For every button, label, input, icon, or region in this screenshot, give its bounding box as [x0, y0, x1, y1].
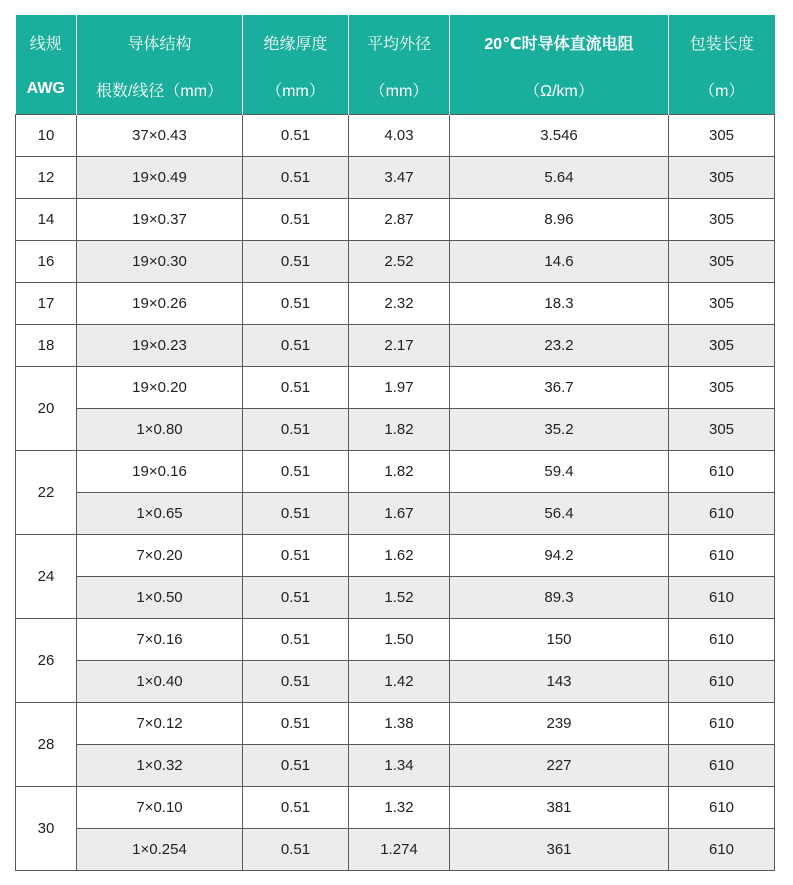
table-row [16, 745, 775, 787]
cell-diameter: 4.03 [349, 115, 450, 157]
cell-diameter: 1.62 [349, 535, 450, 577]
cell-awg: 28 [16, 703, 77, 787]
cell-awg: 17 [16, 283, 77, 325]
cell-insulation: 0.51 [243, 367, 349, 409]
table-row [16, 619, 775, 661]
cell-resistance: 35.2 [450, 409, 669, 451]
cell-length: 610 [669, 703, 775, 745]
cell-resistance: 14.6 [450, 241, 669, 283]
table-row [16, 661, 775, 703]
cell-length: 305 [669, 199, 775, 241]
cell-resistance: 56.4 [450, 493, 669, 535]
cell-insulation: 0.51 [243, 577, 349, 619]
cell-length: 610 [669, 493, 775, 535]
cell-insulation: 0.51 [243, 661, 349, 703]
cell-diameter: 1.34 [349, 745, 450, 787]
cell-diameter: 1.38 [349, 703, 450, 745]
cell-insulation: 0.51 [243, 451, 349, 493]
cell-resistance: 150 [450, 619, 669, 661]
header-length-unit: （m） [669, 67, 775, 115]
cell-length: 610 [669, 661, 775, 703]
table-row [16, 787, 775, 829]
header-structure-unit: 根数/线径（mm） [77, 67, 243, 115]
cell-awg: 12 [16, 157, 77, 199]
cell-resistance: 3.546 [450, 115, 669, 157]
cell-diameter: 1.42 [349, 661, 450, 703]
cell-awg: 24 [16, 535, 77, 619]
header-resistance-unit: （Ω/km） [450, 67, 669, 115]
spec-table-container [15, 15, 775, 871]
table-row [16, 325, 775, 367]
cell-structure: 19×0.30 [77, 241, 243, 283]
cell-awg: 20 [16, 367, 77, 451]
cell-diameter: 2.17 [349, 325, 450, 367]
cell-structure: 1×0.254 [77, 829, 243, 871]
cell-insulation: 0.51 [243, 787, 349, 829]
table-body [16, 115, 775, 871]
cell-length: 610 [669, 577, 775, 619]
cell-length: 305 [669, 409, 775, 451]
cell-structure: 7×0.16 [77, 619, 243, 661]
cell-resistance: 227 [450, 745, 669, 787]
cell-insulation: 0.51 [243, 283, 349, 325]
cell-resistance: 36.7 [450, 367, 669, 409]
table-row [16, 115, 775, 157]
cell-resistance: 5.64 [450, 157, 669, 199]
cell-resistance: 23.2 [450, 325, 669, 367]
cell-insulation: 0.51 [243, 619, 349, 661]
cell-structure: 19×0.16 [77, 451, 243, 493]
cell-length: 305 [669, 367, 775, 409]
cell-diameter: 1.274 [349, 829, 450, 871]
cell-structure: 1×0.50 [77, 577, 243, 619]
header-insulation-unit: （mm） [243, 67, 349, 115]
cell-structure: 7×0.10 [77, 787, 243, 829]
cell-insulation: 0.51 [243, 115, 349, 157]
header-structure-title: 导体结构 [77, 15, 243, 67]
cell-awg: 22 [16, 451, 77, 535]
header-diameter-title: 平均外径 [349, 15, 450, 67]
cell-awg: 30 [16, 787, 77, 871]
cell-length: 610 [669, 451, 775, 493]
table-row [16, 199, 775, 241]
cell-length: 610 [669, 619, 775, 661]
header-length-title: 包装长度 [669, 15, 775, 67]
cell-resistance: 143 [450, 661, 669, 703]
cell-diameter: 2.52 [349, 241, 450, 283]
header-insulation-title: 绝缘厚度 [243, 15, 349, 67]
cell-length: 610 [669, 787, 775, 829]
cell-length: 610 [669, 745, 775, 787]
table-row [16, 577, 775, 619]
cell-diameter: 1.82 [349, 451, 450, 493]
table-row [16, 157, 775, 199]
header-awg-unit: AWG [16, 67, 77, 115]
cell-length: 305 [669, 325, 775, 367]
cell-insulation: 0.51 [243, 241, 349, 283]
cell-structure: 19×0.37 [77, 199, 243, 241]
cell-resistance: 94.2 [450, 535, 669, 577]
cell-awg: 10 [16, 115, 77, 157]
cell-structure: 19×0.20 [77, 367, 243, 409]
cell-structure: 7×0.12 [77, 703, 243, 745]
cell-length: 305 [669, 115, 775, 157]
cell-insulation: 0.51 [243, 199, 349, 241]
cell-resistance: 8.96 [450, 199, 669, 241]
wire-spec-table [15, 15, 775, 871]
cell-resistance: 89.3 [450, 577, 669, 619]
cell-resistance: 239 [450, 703, 669, 745]
cell-insulation: 0.51 [243, 703, 349, 745]
cell-structure: 7×0.20 [77, 535, 243, 577]
cell-diameter: 1.52 [349, 577, 450, 619]
cell-diameter: 1.32 [349, 787, 450, 829]
cell-structure: 1×0.32 [77, 745, 243, 787]
cell-resistance: 59.4 [450, 451, 669, 493]
cell-resistance: 361 [450, 829, 669, 871]
cell-awg: 14 [16, 199, 77, 241]
cell-structure: 37×0.43 [77, 115, 243, 157]
cell-diameter: 1.82 [349, 409, 450, 451]
table-row [16, 451, 775, 493]
header-awg-title: 线规 [16, 15, 77, 67]
table-header [16, 15, 775, 115]
table-row [16, 535, 775, 577]
cell-structure: 1×0.40 [77, 661, 243, 703]
table-row [16, 703, 775, 745]
header-row-1 [16, 15, 775, 67]
cell-structure: 1×0.80 [77, 409, 243, 451]
table-row [16, 283, 775, 325]
cell-length: 305 [669, 157, 775, 199]
table-row [16, 493, 775, 535]
header-resistance-title: 20℃时导体直流电阻 [450, 15, 669, 67]
cell-insulation: 0.51 [243, 535, 349, 577]
cell-awg: 16 [16, 241, 77, 283]
cell-awg: 18 [16, 325, 77, 367]
cell-diameter: 2.32 [349, 283, 450, 325]
cell-structure: 1×0.65 [77, 493, 243, 535]
cell-insulation: 0.51 [243, 745, 349, 787]
cell-length: 610 [669, 829, 775, 871]
cell-structure: 19×0.26 [77, 283, 243, 325]
cell-diameter: 2.87 [349, 199, 450, 241]
table-row [16, 241, 775, 283]
cell-insulation: 0.51 [243, 409, 349, 451]
table-row [16, 829, 775, 871]
cell-insulation: 0.51 [243, 493, 349, 535]
header-row-2 [16, 67, 775, 115]
table-row [16, 367, 775, 409]
cell-awg: 26 [16, 619, 77, 703]
cell-insulation: 0.51 [243, 325, 349, 367]
cell-diameter: 1.50 [349, 619, 450, 661]
cell-resistance: 381 [450, 787, 669, 829]
cell-diameter: 1.67 [349, 493, 450, 535]
cell-length: 305 [669, 241, 775, 283]
cell-insulation: 0.51 [243, 157, 349, 199]
cell-structure: 19×0.23 [77, 325, 243, 367]
cell-resistance: 18.3 [450, 283, 669, 325]
table-row [16, 409, 775, 451]
cell-diameter: 1.97 [349, 367, 450, 409]
cell-diameter: 3.47 [349, 157, 450, 199]
cell-insulation: 0.51 [243, 829, 349, 871]
cell-length: 305 [669, 283, 775, 325]
cell-structure: 19×0.49 [77, 157, 243, 199]
header-diameter-unit: （mm） [349, 67, 450, 115]
cell-length: 610 [669, 535, 775, 577]
